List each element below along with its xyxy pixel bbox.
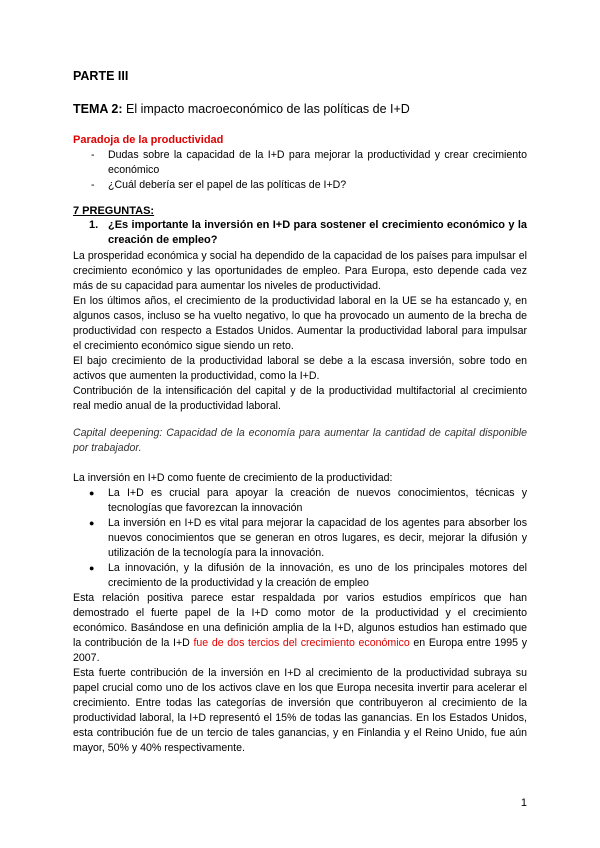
topic-text: El impacto macroeconómico de las políticas de I+D [126, 102, 410, 116]
part-title: PARTE III [73, 69, 129, 83]
document-page [73, 69, 527, 756]
list-item: ● La innovación, y la difusión de la innovación, es uno de los principales motores del crecimiento de la productividad y la creación de empleo [89, 562, 527, 589]
bullet-icon: ● [89, 518, 95, 528]
highlight-text: fue de dos tercios del crecimiento económico [193, 637, 410, 649]
list-item: - ¿Cuál debería ser el papel de las políticas de I+D? [73, 178, 527, 193]
questions-heading: 7 PREGUNTAS: [73, 205, 155, 217]
bullet-icon: ● [89, 488, 95, 498]
bullet-icon: ● [89, 563, 95, 573]
question-text: ¿Es importante la inversión en I+D para sostener el crecimiento económico y la creación de empleo? [108, 219, 527, 246]
paragraph: En los últimos años, el crecimiento de la productividad laboral en la UE se ha estancado y, en algunos casos, incluso se ha vuelto negativo, lo que ha provocado un aumento de la brecha de productividad con respecto a Estados Unidos. Aumentar la productividad laboral para impulsar el crecimiento económico sigue siendo un reto. [73, 295, 527, 352]
topic-prefix: TEMA 2: [73, 102, 127, 116]
paragraph: La prosperidad económica y social ha dependido de la capacidad de los países para impulsar el crecimiento económico y las oportunidades de empleo. Para Europa, esto depende cada vez más de su capacidad para aumentar los niveles de productividad. [73, 250, 527, 292]
topic-title [73, 102, 527, 116]
list-item: ● La I+D es crucial para apoyar la creación de nuevos conocimientos, técnicas y tecnologías que favorezcan la innovación [89, 487, 527, 514]
capital-deepening-note: Capital deepening: Capacidad de la economía para aumentar la cantidad de capital disponible por trabajador. [73, 427, 527, 454]
evidence-paragraph: Esta relación positiva parece estar respaldada por varios estudios empíricos que han demostrado el fuerte papel de la I+D como motor de la productividad y el crecimiento económico. Basándose en una definición amplia de la I+D, algunos estudios han estimado que la contribución de la I+D fue de dos tercios del crecimiento económico en Europa entre 1995 y 2007. [73, 592, 527, 664]
paradox-heading: Paradoja de la productividad [73, 134, 224, 146]
investment-intro: La inversión en I+D como fuente de crecimiento de la productividad: [73, 472, 393, 484]
paradox-list [73, 148, 527, 193]
list-item: - Dudas sobre la capacidad de la I+D para mejorar la productividad y crear crecimiento económico [73, 148, 527, 178]
contribution-paragraph: Esta fuerte contribución de la inversión en I+D al crecimiento de la productividad subraya su papel crucial como uno de los activos clave en los que Europa necesita invertir para acelerar el crecimiento. Entre todas las categorías de inversión que contribuyeron al crecimiento de la productividad laboral, la I+D representó el 15% de todas las ganancias. En los Estados Unidos, esta contribución fue de un tercio de tales ganancias, y en Finlandia y el Reino Unido, fue aún mayor, 50% y 40% respectivamente. [73, 667, 527, 754]
paragraph: Contribución de la intensificación del capital y de la productividad multifactorial al crecimiento real medio anual de la productividad laboral. [73, 385, 527, 412]
investment-list [73, 486, 527, 591]
question-1 [73, 218, 527, 247]
list-item: ● La inversión en I+D es vital para mejorar la capacidad de los agentes para absorber los nuevos conocimientos que se generan en otros lugares, es decir, mejorar la difusión y utilización de la tecnología para la innovación. [89, 517, 527, 559]
paragraph: El bajo crecimiento de la productividad laboral se debe a la escasa inversión, sobre todo en activos que aumenten la productividad, como la I+D. [73, 355, 527, 382]
question-number: 1. [89, 219, 99, 231]
page-number: 1 [520, 797, 527, 809]
